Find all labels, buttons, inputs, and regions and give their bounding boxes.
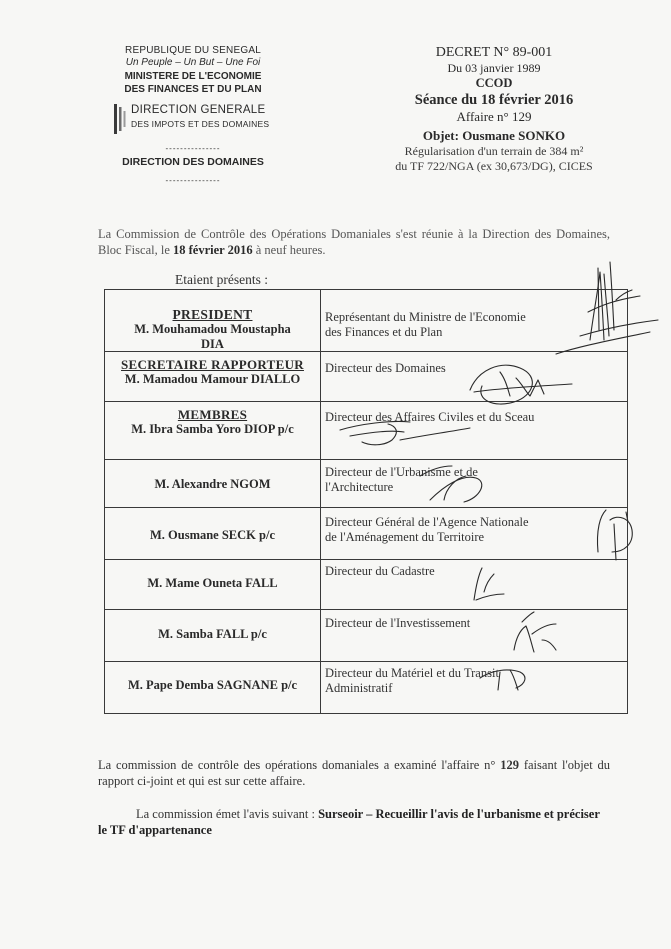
table-row [105,290,627,352]
dgid-line-2: DES IMPOTS ET DES DOMAINES [131,119,270,129]
function-cell [325,515,623,545]
intro-paragraph [98,226,610,258]
intro-text: La Commission de Contrôle des Opérations Domaniales s'est réunie à la Direction des Domaines, Bloc Fiscal, le [98,227,610,257]
member-function: Directeur de l'Investissement [325,616,471,630]
member-name: DIA [201,337,224,351]
table-row [105,508,627,560]
member-function: l'Architecture [325,480,394,494]
member-name: M. Mame Ouneta FALL [147,576,278,590]
direction-name: DIRECTION DES DOMAINES [122,156,264,168]
table-row [105,402,627,460]
case-number: Affaire n° 129 [456,109,532,124]
table-row [105,352,627,402]
ministry-name [88,70,298,96]
issuer-block [88,45,298,185]
member-cell [105,662,321,713]
dgid-line-1: DIRECTION GENERALE [131,104,266,116]
member-cell [105,402,321,459]
function-cell [325,666,623,696]
attendees-label: Etaient présents : [175,272,268,287]
table-row [105,610,627,662]
intro-time: à neuf heures. [255,243,326,257]
member-cell [105,560,321,609]
member-cell [105,352,321,401]
exam-paragraph [98,757,610,789]
member-function: Administratif [325,681,393,695]
ministry-line-1: MINISTERE DE L'ECONOMIE [124,71,262,82]
member-function: Directeur Général de l'Agence Nationale [325,515,529,529]
member-name: M. Ibra Samba Yoro DIOP p/c [131,422,294,436]
table-row [105,460,627,508]
case-subject: Objet: Ousmane SONKO [422,128,566,143]
exam-text-end: faisant l'objet du rapport ci-joint et qui est sur cette affaire. [98,758,611,788]
ministry-line-2: DES FINANCES ET DU PLAN [124,84,262,95]
member-name: M. Pape Demba SAGNANE p/c [127,678,298,692]
exam-text: La commission de contrôle des opérations domaniales a examiné l'affaire n° [98,758,496,772]
function-cell [325,616,623,631]
national-motto: Un Peuple – Un But – Une Foi [125,57,261,68]
avis-paragraph [98,806,610,838]
dgid-logo [113,102,273,136]
avis-decision: Surseoir – Recueillir l'avis de l'urbanisme et préciser le TF d'appartenance [98,807,600,837]
function-cell [325,310,623,340]
table-row [105,560,627,610]
member-function: de l'Aménagement du Territoire [325,530,485,544]
separator: --------------- [165,144,221,153]
function-cell [325,465,623,495]
member-cell [105,460,321,507]
member-function: Directeur du Cadastre [325,564,435,578]
function-cell [325,361,623,376]
member-name: M. Mamadou Mamour DIALLO [124,372,301,386]
reference-block [360,45,628,174]
dgid-emblem-icon [113,103,127,135]
member-role: PRESIDENT [172,307,253,322]
member-function: Directeur des Affaires Civiles et du Sceau [325,410,535,424]
member-function: Représentant du Ministre de l'Economie [325,310,526,324]
function-cell [325,564,623,579]
ccod-label: CCOD [475,76,513,90]
member-cell [105,610,321,661]
avis-intro: La commission émet l'avis suivant : [136,807,315,821]
member-name: M. Samba FALL p/c [158,627,267,641]
member-name: M. Alexandre NGOM [154,477,271,491]
member-role: MEMBRES [177,407,248,422]
exam-case-number: 129 [500,758,520,772]
member-name: M. Mouhamadou Moustapha [134,322,291,336]
attendance-table [104,289,628,714]
member-cell [105,290,321,351]
intro-date: 18 février 2016 [173,243,253,257]
member-name: M. Ousmane SECK p/c [149,528,275,542]
member-function: Directeur des Domaines [325,361,446,375]
decret-number: DECRET N° 89-001 [435,45,553,60]
table-row [105,662,627,713]
function-cell [325,410,623,425]
member-function: Directeur de l'Urbanisme et de [325,465,478,479]
republic-name: REPUBLIQUE DU SENEGAL [125,45,261,56]
member-cell [105,508,321,559]
separator: --------------- [165,176,221,185]
session-date: Séance du 18 février 2016 [414,92,574,108]
member-role: SECRETAIRE RAPPORTEUR [121,357,304,372]
decret-date: Du 03 janvier 1989 [447,61,541,75]
member-function: des Finances et du Plan [325,325,443,339]
regularisation-line-1: Régularisation d'un terrain de 384 m² [404,144,584,158]
regularisation-line-2: du TF 722/NGA (ex 30,673/DG), CICES [395,159,593,173]
member-function: Directeur du Matériel et du Transit [325,666,499,680]
